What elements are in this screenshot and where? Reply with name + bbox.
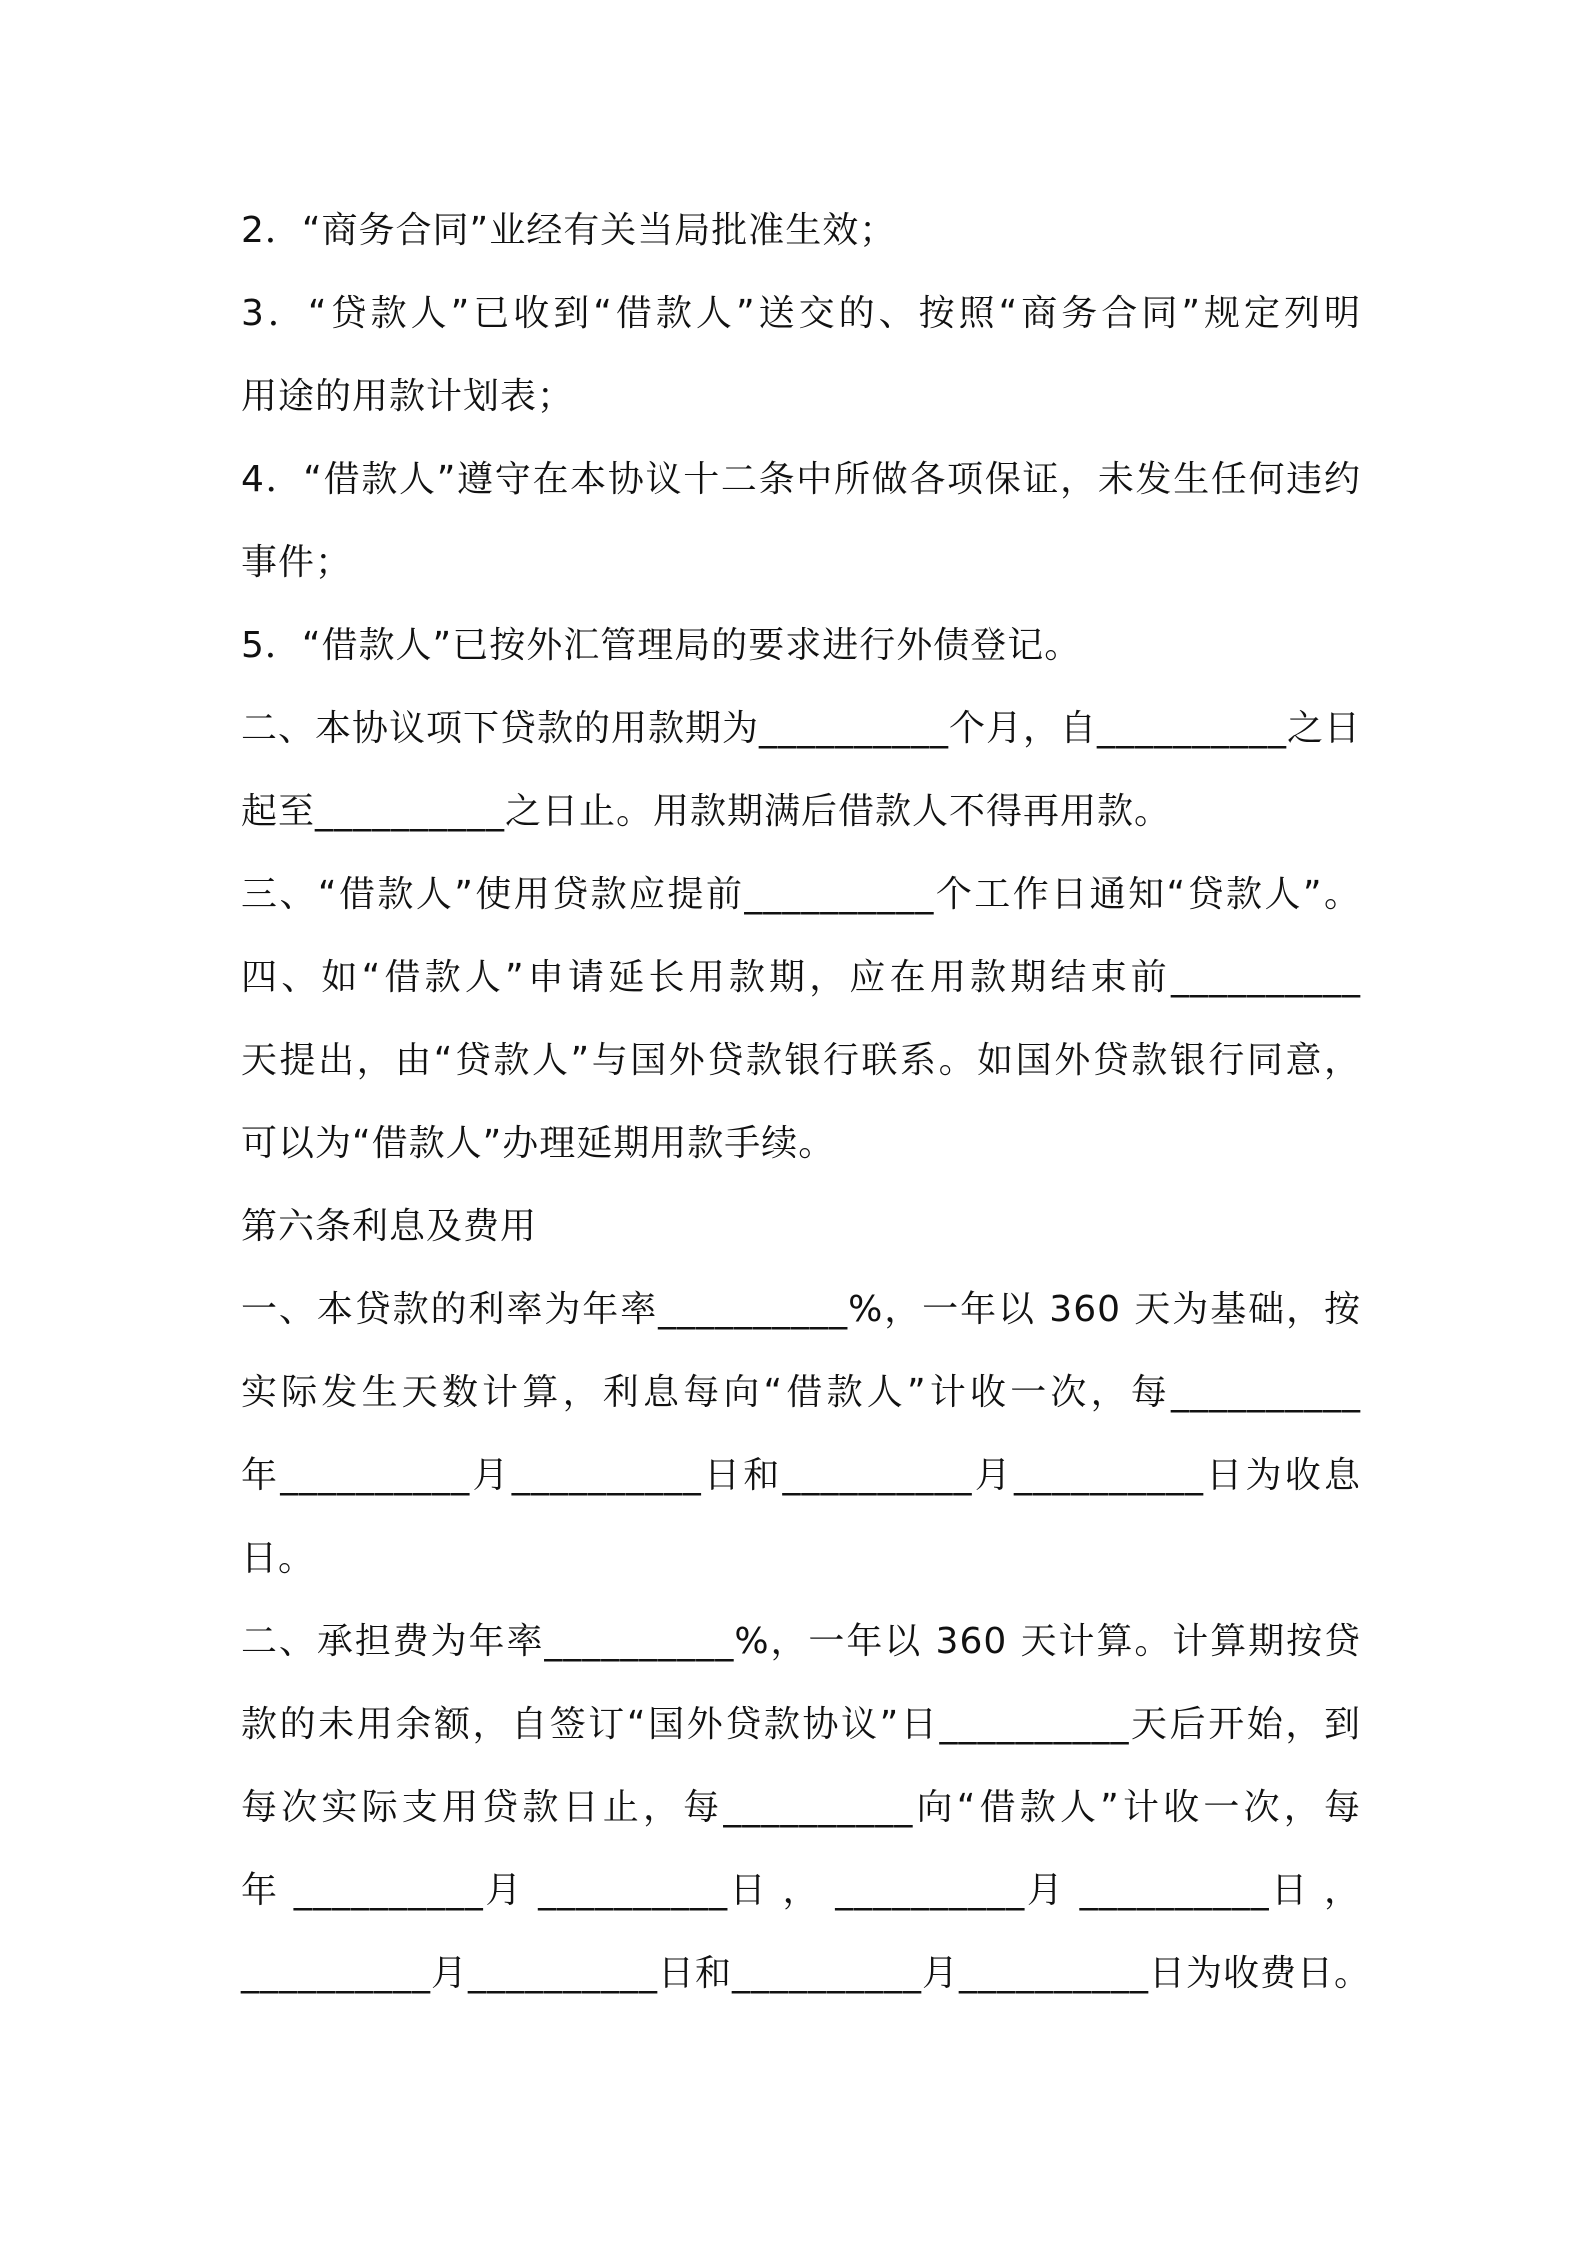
doc-line-fee-4: 年 __________月 __________日 ， __________月 __________日 ， (241, 1870, 1361, 1911)
doc-line-interest-3: 年__________月__________日和__________月__________日为收息 (241, 1455, 1361, 1496)
doc-line-clause-4-end: 可以为“借款人”办理延期用款手续。 (241, 1123, 836, 1164)
doc-line-fee-5: __________月__________日和__________月__________日为收费日。 (241, 1953, 1372, 1994)
doc-line-condition-3: 3．“贷款人”已收到“借款人”送交的、按照“商务合同”规定列明 (241, 293, 1361, 334)
doc-line-clause-4: 四、如“借款人”申请延长用款期，应在用款期结束前__________ (241, 957, 1361, 998)
doc-line-clause-3: 三、“借款人”使用贷款应提前__________个工作日通知“贷款人”。 (241, 874, 1361, 915)
doc-line-clause-4-cont: 天提出，由“贷款人”与国外贷款银行联系。如国外贷款银行同意， (241, 1040, 1361, 1081)
doc-line-clause-2-cont: 起至__________之日止。用款期满后借款人不得再用款。 (241, 791, 1172, 832)
doc-line-fee-3: 每次实际支用贷款日止，每__________向“借款人”计收一次，每 (241, 1787, 1361, 1828)
doc-line-clause-2: 二、本协议项下贷款的用款期为__________个月，自__________之日 (241, 708, 1362, 749)
doc-line-condition-2: 2．“商务合同”业经有关当局批准生效； (241, 210, 897, 251)
doc-line-interest-2: 实际发生天数计算，利息每向“借款人”计收一次，每__________ (241, 1372, 1361, 1413)
section-heading: 第六条利息及费用 (241, 1206, 538, 1247)
doc-line-interest-4: 日。 (241, 1538, 316, 1579)
doc-line-condition-4: 4．“借款人”遵守在本协议十二条中所做各项保证，未发生任何违约 (241, 459, 1361, 500)
doc-line-condition-4-cont: 事件； (241, 542, 353, 583)
doc-line-interest-1: 一、本贷款的利率为年率__________%，一年以 360 天为基础，按 (241, 1289, 1361, 1330)
doc-line-fee-1: 二、承担费为年率__________%，一年以 360 天计算。计算期按贷 (241, 1621, 1361, 1662)
doc-line-condition-5: 5．“借款人”已按外汇管理局的要求进行外债登记。 (241, 625, 1082, 666)
doc-line-condition-3-cont: 用途的用款计划表； (241, 376, 575, 417)
doc-line-fee-2: 款的未用余额，自签订“国外贷款协议”日__________天后开始，到 (241, 1704, 1361, 1745)
